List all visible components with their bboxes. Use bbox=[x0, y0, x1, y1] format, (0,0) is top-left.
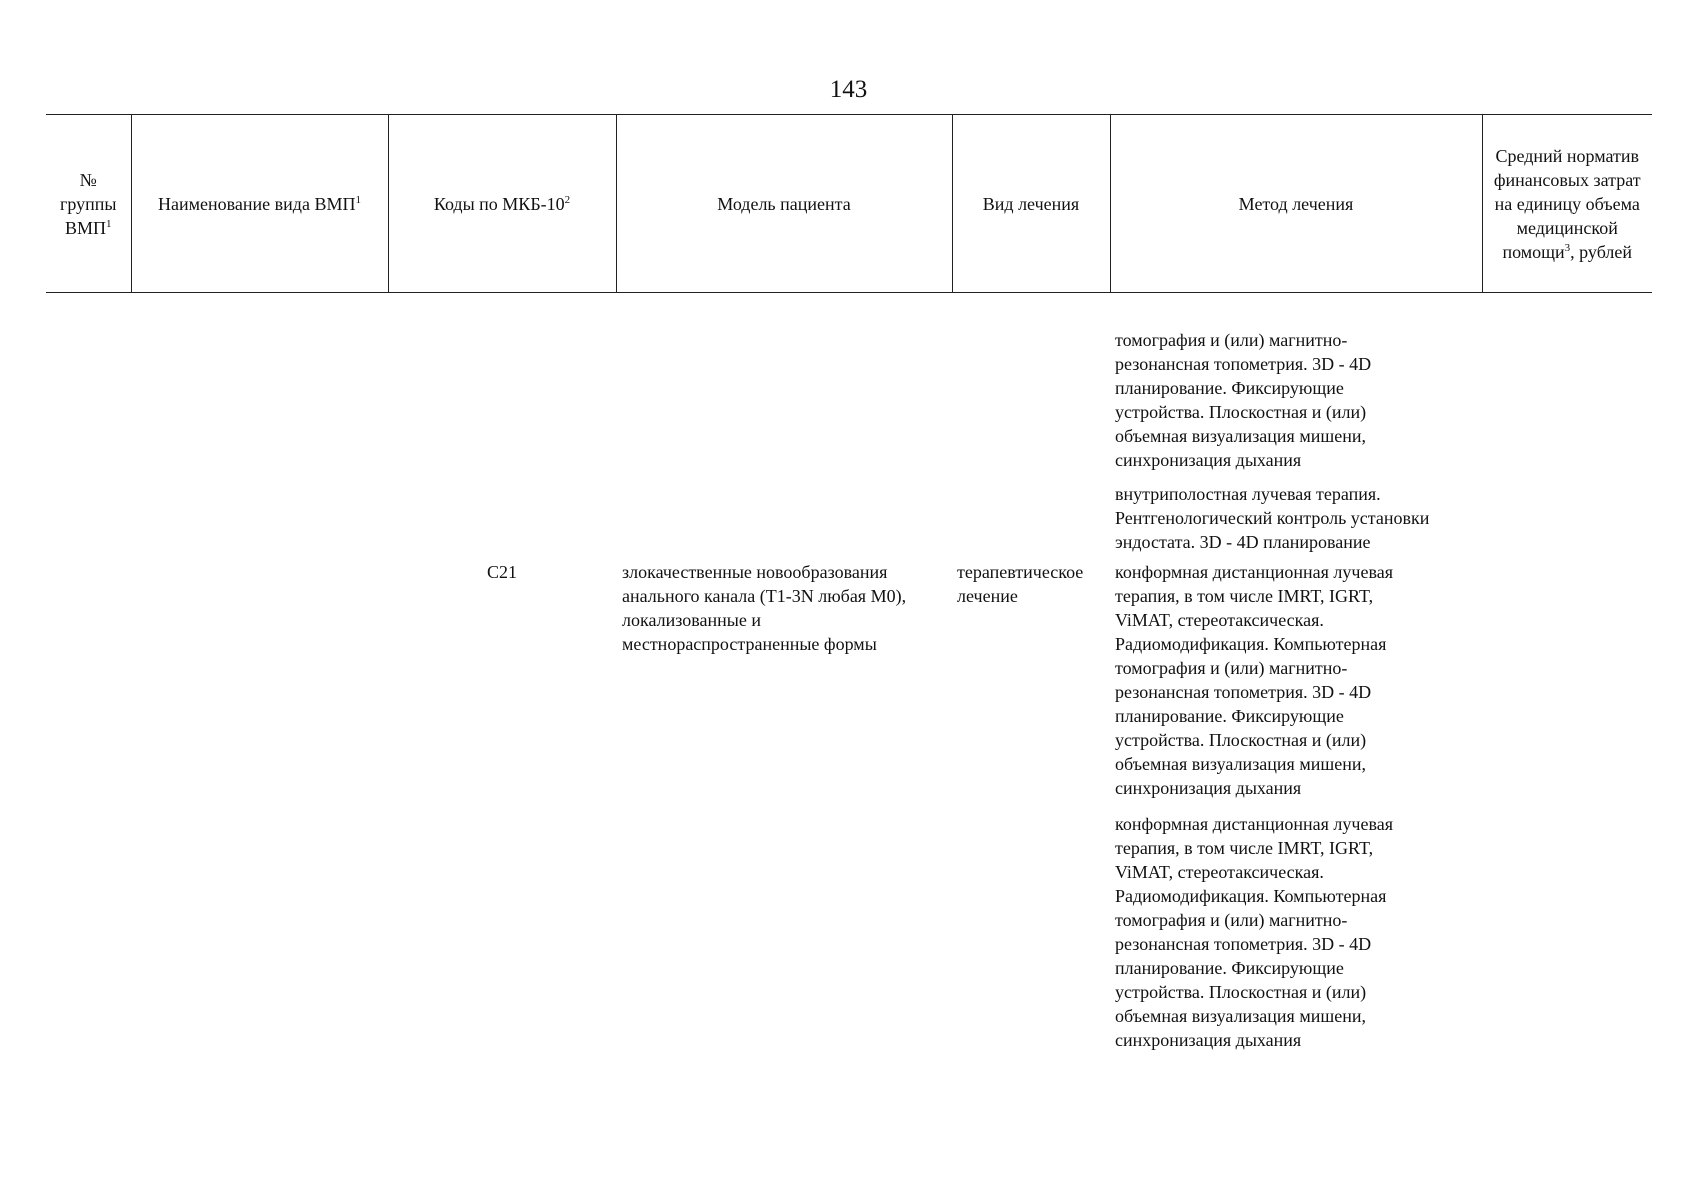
treatment-kind-line: лечение bbox=[957, 586, 1018, 606]
method-line: томография и (или) магнитно- bbox=[1115, 910, 1348, 930]
method-line: ViMAT, стереотаксическая. bbox=[1115, 862, 1324, 882]
patient-model-line: местнораспространенные формы bbox=[622, 634, 877, 654]
treatment-method-block-2 bbox=[1115, 482, 1485, 554]
treatment-kind-line: терапевтическое bbox=[957, 562, 1084, 582]
method-line: объемная визуализация мишени, bbox=[1115, 1006, 1366, 1026]
header-vmp-name-text: Наименование вида ВМП bbox=[158, 193, 356, 214]
method-line: томография и (или) магнитно- bbox=[1115, 330, 1348, 350]
header-treatment-kind bbox=[952, 115, 1110, 293]
footnote-mark: 2 bbox=[564, 193, 571, 206]
method-line: резонансная топометрия. 3D - 4D bbox=[1115, 354, 1372, 374]
method-line: синхронизация дыхания bbox=[1115, 1030, 1302, 1050]
method-line: планирование. Фиксирующие bbox=[1115, 378, 1344, 398]
treatment-method-block-4 bbox=[1115, 812, 1485, 1052]
method-line: синхронизация дыхания bbox=[1115, 778, 1302, 798]
footnote-mark: 1 bbox=[355, 193, 361, 206]
header-vmp-name bbox=[131, 115, 388, 293]
header-icd-codes bbox=[388, 115, 616, 293]
method-line: планирование. Фиксирующие bbox=[1115, 706, 1344, 726]
method-line: планирование. Фиксирующие bbox=[1115, 958, 1344, 978]
treatment-kind-cell bbox=[957, 560, 1117, 608]
header-average-cost-text: Средний норматив финансовых затрат на единицу объема медицинской помощи bbox=[1493, 145, 1641, 262]
method-line: терапия, в том числе IMRT, IGRT, bbox=[1115, 838, 1374, 858]
icd-code-cell: C21 bbox=[487, 562, 518, 582]
method-line: объемная визуализация мишени, bbox=[1115, 426, 1366, 446]
header-treatment-method bbox=[1110, 115, 1482, 293]
footnote-mark: 1 bbox=[106, 217, 112, 230]
footnote-mark: 3 bbox=[1564, 241, 1571, 254]
method-line: устройства. Плоскостная и (или) bbox=[1115, 402, 1367, 422]
header-treatment-method-text: Метод лечения bbox=[1238, 193, 1354, 214]
method-line: устройства. Плоскостная и (или) bbox=[1115, 982, 1367, 1002]
header-group-number-text: № группы ВМП bbox=[59, 169, 117, 238]
method-line: эндостата. 3D - 4D планирование bbox=[1115, 532, 1371, 552]
header-patient-model-text: Модель пациента bbox=[717, 193, 851, 214]
method-line: резонансная топометрия. 3D - 4D bbox=[1115, 934, 1372, 954]
method-line: Радиомодификация. Компьютерная bbox=[1115, 634, 1387, 654]
patient-model-line: анального канала (T1-3N любая M0), bbox=[622, 586, 907, 606]
method-line: Рентгенологический контроль установки bbox=[1115, 508, 1430, 528]
header-treatment-kind-text: Вид лечения bbox=[982, 193, 1080, 214]
header-group-number bbox=[46, 115, 131, 293]
method-line: устройства. Плоскостная и (или) bbox=[1115, 730, 1367, 750]
table-header bbox=[46, 114, 1652, 293]
method-line: конформная дистанционная лучевая bbox=[1115, 814, 1393, 834]
method-line: синхронизация дыхания bbox=[1115, 450, 1302, 470]
method-line: томография и (или) магнитно- bbox=[1115, 658, 1348, 678]
method-line: Радиомодификация. Компьютерная bbox=[1115, 886, 1387, 906]
header-average-cost-unit: , рублей bbox=[1570, 241, 1633, 262]
header-average-cost bbox=[1482, 115, 1652, 293]
patient-model-line: злокачественные новообразования bbox=[622, 562, 888, 582]
patient-model-cell bbox=[622, 560, 952, 656]
method-line: резонансная топометрия. 3D - 4D bbox=[1115, 682, 1372, 702]
method-line: объемная визуализация мишени, bbox=[1115, 754, 1366, 774]
header-patient-model bbox=[616, 115, 952, 293]
header-icd-codes-text: Коды по МКБ-10 bbox=[433, 193, 565, 214]
method-line: конформная дистанционная лучевая bbox=[1115, 562, 1393, 582]
page-number: 143 bbox=[829, 76, 868, 103]
patient-model-line: локализованные и bbox=[622, 610, 761, 630]
treatment-method-block-1 bbox=[1115, 328, 1485, 472]
method-line: терапия, в том числе IMRT, IGRT, bbox=[1115, 586, 1374, 606]
treatment-method-block-3 bbox=[1115, 560, 1485, 800]
method-line: ViMAT, стереотаксическая. bbox=[1115, 610, 1324, 630]
method-line: внутриполостная лучевая терапия. bbox=[1115, 484, 1381, 504]
